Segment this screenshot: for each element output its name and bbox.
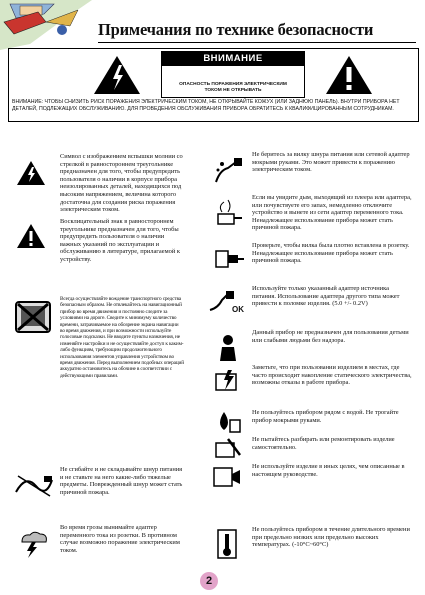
lightning-triangle-icon bbox=[16, 160, 46, 186]
adapter-type-note: Используйте только указанный адаптер источника питания. Использование адаптера другого типа может привести к поломке изделия. (5.0 +/- 0.2V) bbox=[252, 285, 400, 308]
wet-hands-note: Не беритесь за вилку шнура питания или сетевой адаптер мокрыми руками. Это может привести к поражению электрическим током. bbox=[252, 151, 410, 174]
bent-cord-icon bbox=[14, 472, 54, 498]
power-cord-note: Не сгибайте и не складывайте шнур питания и не ставьте на него какие-либо тяжелые предметы. Поврежденный шнур может стать причиной пожара. bbox=[60, 466, 183, 496]
lightning-storm-icon bbox=[16, 530, 50, 558]
lightning-symbol-note: Символ с изображением вспышки молнии со стрелкой в равностороннем треугольнике предназначен для того, чтобы предупредить пользователя о наличии в корпусе прибора неизолированных деталей, находящихся под высоким напряжением, величина которого достаточна для создания риска поражения электрическим током. bbox=[60, 153, 183, 214]
warning-subtitle: ОПАСНОСТЬ ПОРАЖЕНИЯ ЭЛЕКТРИЧЕСКИМ ТОКОМ НЕ ОТКРЫВАТЬ bbox=[179, 82, 287, 93]
plug-socket-icon bbox=[214, 247, 244, 271]
exclamation-warning-icon bbox=[325, 55, 373, 95]
exclamation-triangle-icon bbox=[16, 223, 46, 249]
wet-hand-plug-icon bbox=[212, 156, 244, 186]
disassemble-note: Не пытайтесь разбирать или ремонтировать изделие самостоятельно. bbox=[252, 436, 395, 451]
smoke-note: Если вы увидите дым, выходящий из плеера или адаптера, или почувствуете его запах, немедленно отключите устройство и вынете из сети адаптер переменного тока. Ненадлежащее использование прибора может стать причиной пожара. bbox=[252, 194, 412, 232]
corner-illustration bbox=[0, 0, 92, 50]
page-title: Примечания по технике безопасности bbox=[98, 20, 374, 39]
water-note: Не пользуйтесь прибором рядом с водой. Не трогайте прибор мокрыми руками. bbox=[252, 409, 399, 424]
static-note: Заметьте, что при пользовании изделием в местах, где часто происходит накопление статического электричества, возможны отказы в работе прибора. bbox=[252, 364, 412, 387]
thunderstorm-note: Во время грозы вынимайте адаптер переменного тока из розетки. В противном случае возможно поражение электрическим током. bbox=[60, 524, 180, 554]
thermometer-icon bbox=[214, 528, 240, 560]
warning-label bbox=[161, 51, 305, 98]
disassemble-icon bbox=[214, 437, 242, 461]
temperature-note: Не пользуйтесь прибором в течение длительного времени при предельно низких или предельно высоких температурах. (-10°C~60°C) bbox=[252, 526, 410, 549]
static-electricity-icon bbox=[212, 368, 242, 394]
safe-driving-note: Всегда осуществляйте вождение транспортного средства безопасным образом. Не отвлекайтесь на навигационный прибор во время движения и постоянно следите за условиями на дороге. Сведите к минимуму количество времени, затрачиваемое на обозрение экрана навигации во время движения, и при возможности используйте голосовые подсказки. Не вводите пункты назначения, не изменяйте настройки и не осуществляйте доступ к каким-либо функциям, требующим продолжительного использования элементов управления устройством во время движения. Перед выполнением подобных операций аккуратно остановитесь на обочине в соответствии с действующими правилами. bbox=[60, 296, 184, 379]
crossed-screen-icon bbox=[14, 300, 52, 334]
warning-box bbox=[8, 48, 419, 122]
other-use-icon bbox=[212, 464, 242, 490]
warning-title: ВНИМАНИЕ bbox=[162, 52, 304, 66]
children-note: Данный прибор не предназначен для пользования детьми или слабыми людьми без надзора. bbox=[252, 329, 409, 344]
other-use-note: Не используйте изделие в иных целях, чем описанные в настоящем руководстве. bbox=[252, 463, 405, 478]
lightning-warning-icon bbox=[93, 55, 141, 95]
exclamation-symbol-note: Восклицательный знак в равностороннем треугольнике предназначен для того, чтобы предупредить пользователя о наличии важных указаний по эксплуатации и обслуживанию в литературе, прилагаемой к устройству. bbox=[60, 218, 180, 263]
ok-label: OK bbox=[232, 305, 244, 314]
page-number: 2 bbox=[200, 572, 218, 590]
child-icon bbox=[214, 333, 242, 363]
title-underline bbox=[98, 42, 416, 43]
warning-text: ВНИМАНИЕ: ЧТОБЫ СНИЗИТЬ РИСК ПОРАЖЕНИЯ ЭЛЕКТРИЧЕСКИМ ТОКОМ, НЕ ОТКРЫВАЙТЕ КОЖУХ (ИЛИ ЗАДНЮЮ ПАНЕЛЬ). ВНУТРИ ПРИБОРА НЕТ ДЕТАЛЕЙ, ПОДЛЕЖАЩИХ ОБСЛУЖИВАНИЮ. ДЛЯ ПРОВЕДЕНИЯ ОБСЛУЖИВАНИЯ ПРИБОРА ОБРАТИТЕСЬ К КВАЛИФИЦИРОВАННЫМ СОТРУДНИКАМ. bbox=[12, 99, 400, 112]
plug-fit-note: Проверьте, чтобы вилка была плотно вставлена в розетку. Ненадлежащее использование прибора может стать причиной пожара. bbox=[252, 242, 410, 265]
smoke-adapter-icon bbox=[212, 198, 244, 228]
water-drop-icon bbox=[214, 410, 242, 436]
